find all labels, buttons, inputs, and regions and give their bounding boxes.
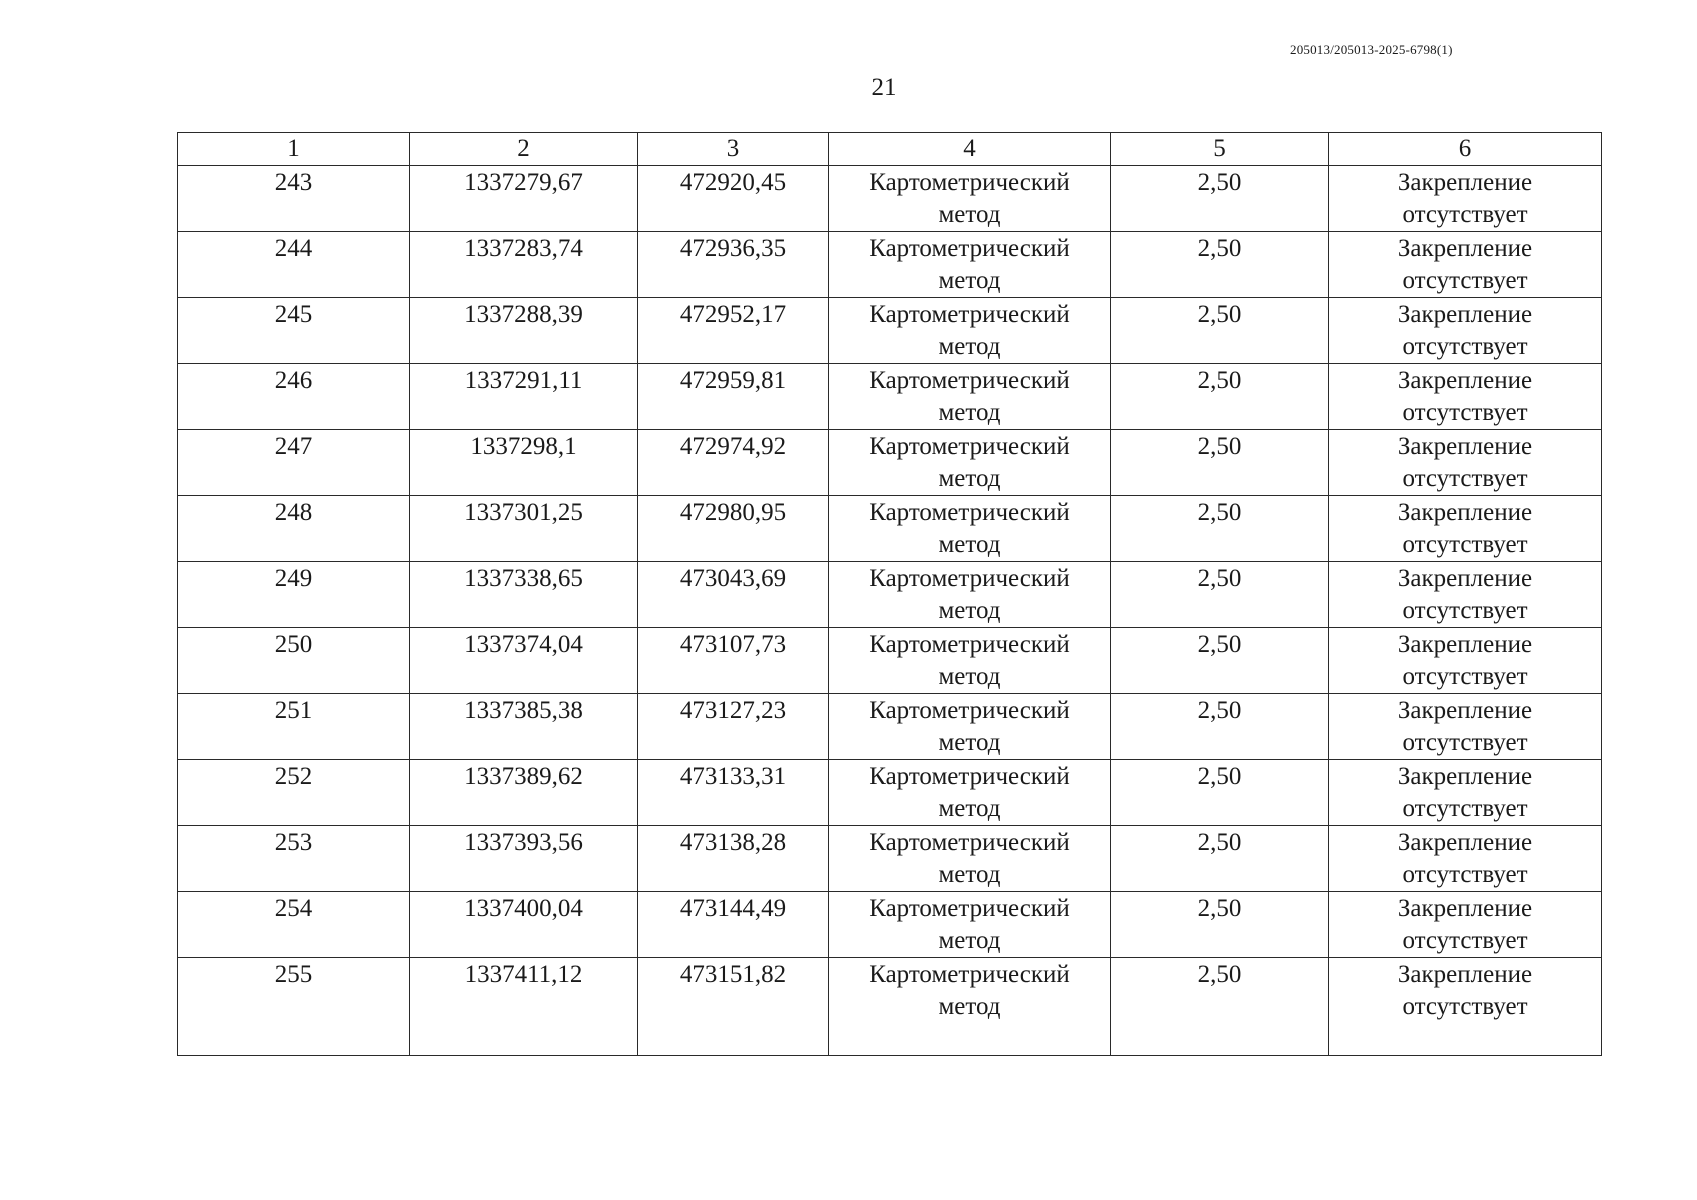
fixing-cell <box>1329 430 1602 496</box>
point-number-cell <box>178 958 410 1056</box>
accuracy-cell <box>1111 166 1329 232</box>
fixing-cell-text: Закрепление <box>1397 763 1533 790</box>
method-cell <box>829 298 1111 364</box>
fixing-cell-text: отсутствует <box>1402 597 1528 624</box>
x-coordinate-cell <box>410 958 638 1056</box>
coordinates-table <box>177 132 1602 1056</box>
x-coordinate-cell-text: 1337298,1 <box>470 433 577 460</box>
point-number-cell <box>178 430 410 496</box>
method-cell <box>829 496 1111 562</box>
accuracy-cell <box>1111 958 1329 1056</box>
fixing-cell <box>1329 760 1602 826</box>
accuracy-cell-text: 2,50 <box>1197 499 1242 526</box>
point-number-cell-text: 254 <box>274 895 313 922</box>
method-cell <box>829 826 1111 892</box>
fixing-cell <box>1329 892 1602 958</box>
fixing-cell-text: отсутствует <box>1402 267 1528 294</box>
fixing-cell-text: Закрепление <box>1397 895 1533 922</box>
y-coordinate-cell-text: 473043,69 <box>679 565 787 592</box>
table-row <box>178 694 1602 760</box>
method-cell-text: Картометрический <box>869 895 1070 922</box>
fixing-cell-text: отсутствует <box>1402 399 1528 426</box>
point-number-cell <box>178 760 410 826</box>
accuracy-cell-text: 2,50 <box>1197 565 1242 592</box>
point-number-cell <box>178 496 410 562</box>
method-cell-text: метод <box>938 267 1001 294</box>
fixing-cell <box>1329 298 1602 364</box>
accuracy-cell-text: 2,50 <box>1197 367 1242 394</box>
accuracy-cell <box>1111 562 1329 628</box>
y-coordinate-cell <box>638 892 829 958</box>
table-row <box>178 232 1602 298</box>
table-row <box>178 826 1602 892</box>
y-coordinate-cell-text: 472920,45 <box>679 169 787 196</box>
method-cell-text: Картометрический <box>869 499 1070 526</box>
header-col-4: 4 <box>829 133 1111 166</box>
x-coordinate-cell-text: 1337291,11 <box>464 367 583 394</box>
y-coordinate-cell <box>638 496 829 562</box>
method-cell <box>829 694 1111 760</box>
method-cell-text: метод <box>938 927 1001 954</box>
point-number-cell <box>178 892 410 958</box>
method-cell-text: Картометрический <box>869 697 1070 724</box>
method-cell-text: Картометрический <box>869 235 1070 262</box>
accuracy-cell <box>1111 298 1329 364</box>
y-coordinate-cell <box>638 430 829 496</box>
y-coordinate-cell <box>638 562 829 628</box>
y-coordinate-cell-text: 472959,81 <box>679 367 787 394</box>
table-header <box>178 133 1602 166</box>
point-number-cell <box>178 298 410 364</box>
method-cell-text: Картометрический <box>869 829 1070 856</box>
x-coordinate-cell-text: 1337411,12 <box>464 961 583 988</box>
header-col-1: 1 <box>178 133 410 166</box>
table-row <box>178 430 1602 496</box>
method-cell <box>829 628 1111 694</box>
document-id: 205013/205013-2025-6798(1) <box>1290 42 1453 57</box>
table-row <box>178 364 1602 430</box>
fixing-cell <box>1329 232 1602 298</box>
x-coordinate-cell <box>410 562 638 628</box>
table-row <box>178 958 1602 1056</box>
method-cell-text: Картометрический <box>869 169 1070 196</box>
accuracy-cell-text: 2,50 <box>1197 301 1242 328</box>
accuracy-cell <box>1111 628 1329 694</box>
table-body <box>178 166 1602 1056</box>
method-cell-text: Картометрический <box>869 301 1070 328</box>
method-cell <box>829 430 1111 496</box>
fixing-cell-text: отсутствует <box>1402 201 1528 228</box>
point-number-cell <box>178 826 410 892</box>
point-number-cell <box>178 694 410 760</box>
fixing-cell-text: Закрепление <box>1397 829 1533 856</box>
y-coordinate-cell <box>638 232 829 298</box>
y-coordinate-cell <box>638 628 829 694</box>
method-cell <box>829 166 1111 232</box>
point-number-cell-text: 245 <box>274 301 313 328</box>
method-cell <box>829 760 1111 826</box>
x-coordinate-cell <box>410 628 638 694</box>
method-cell-text: метод <box>938 597 1001 624</box>
table-row <box>178 496 1602 562</box>
header-col-5: 5 <box>1111 133 1329 166</box>
point-number-cell-text: 253 <box>274 829 313 856</box>
y-coordinate-cell-text: 473127,23 <box>679 697 787 724</box>
x-coordinate-cell-text: 1337283,74 <box>464 235 583 262</box>
point-number-cell-text: 247 <box>274 433 313 460</box>
x-coordinate-cell-text: 1337374,04 <box>464 631 583 658</box>
accuracy-cell-text: 2,50 <box>1197 763 1242 790</box>
accuracy-cell-text: 2,50 <box>1197 697 1242 724</box>
header-row <box>178 133 1602 166</box>
fixing-cell-text: Закрепление <box>1397 565 1533 592</box>
x-coordinate-cell-text: 1337301,25 <box>464 499 583 526</box>
y-coordinate-cell <box>638 298 829 364</box>
fixing-cell <box>1329 364 1602 430</box>
header-col-2: 2 <box>410 133 638 166</box>
point-number-cell <box>178 364 410 430</box>
x-coordinate-cell-text: 1337389,62 <box>464 763 583 790</box>
x-coordinate-cell-text: 1337279,67 <box>464 169 583 196</box>
fixing-cell <box>1329 628 1602 694</box>
table-row <box>178 298 1602 364</box>
fixing-cell-text: Закрепление <box>1397 499 1533 526</box>
table-row <box>178 562 1602 628</box>
x-coordinate-cell-text: 1337288,39 <box>464 301 583 328</box>
fixing-cell-text: Закрепление <box>1397 433 1533 460</box>
method-cell <box>829 958 1111 1056</box>
x-coordinate-cell <box>410 430 638 496</box>
table-row <box>178 892 1602 958</box>
accuracy-cell <box>1111 760 1329 826</box>
point-number-cell-text: 255 <box>274 961 313 988</box>
y-coordinate-cell <box>638 958 829 1056</box>
fixing-cell-text: Закрепление <box>1397 631 1533 658</box>
accuracy-cell <box>1111 364 1329 430</box>
y-coordinate-cell-text: 472980,95 <box>679 499 787 526</box>
method-cell-text: метод <box>938 663 1001 690</box>
method-cell-text: метод <box>938 531 1001 558</box>
x-coordinate-cell <box>410 364 638 430</box>
accuracy-cell <box>1111 430 1329 496</box>
y-coordinate-cell-text: 472952,17 <box>679 301 787 328</box>
table-row <box>178 628 1602 694</box>
point-number-cell-text: 248 <box>274 499 313 526</box>
y-coordinate-cell <box>638 760 829 826</box>
method-cell-text: метод <box>938 333 1001 360</box>
point-number-cell-text: 251 <box>274 697 313 724</box>
y-coordinate-cell-text: 472974,92 <box>679 433 787 460</box>
point-number-cell-text: 243 <box>274 169 313 196</box>
fixing-cell-text: Закрепление <box>1397 235 1533 262</box>
method-cell-text: Картометрический <box>869 631 1070 658</box>
x-coordinate-cell <box>410 826 638 892</box>
x-coordinate-cell <box>410 166 638 232</box>
fixing-cell <box>1329 562 1602 628</box>
accuracy-cell <box>1111 232 1329 298</box>
fixing-cell <box>1329 958 1602 1056</box>
header-col-3: 3 <box>638 133 829 166</box>
method-cell-text: Картометрический <box>869 433 1070 460</box>
y-coordinate-cell <box>638 166 829 232</box>
fixing-cell-text: отсутствует <box>1402 927 1528 954</box>
method-cell-text: Картометрический <box>869 763 1070 790</box>
method-cell-text: метод <box>938 795 1001 822</box>
x-coordinate-cell <box>410 892 638 958</box>
point-number-cell <box>178 562 410 628</box>
point-number-cell <box>178 628 410 694</box>
method-cell-text: метод <box>938 861 1001 888</box>
method-cell-text: метод <box>938 201 1001 228</box>
point-number-cell-text: 249 <box>274 565 313 592</box>
method-cell-text: Картометрический <box>869 367 1070 394</box>
header-col-6: 6 <box>1329 133 1602 166</box>
y-coordinate-cell <box>638 364 829 430</box>
point-number-cell-text: 250 <box>274 631 313 658</box>
point-number-cell <box>178 232 410 298</box>
point-number-cell <box>178 166 410 232</box>
y-coordinate-cell-text: 473107,73 <box>679 631 787 658</box>
fixing-cell-text: отсутствует <box>1402 465 1528 492</box>
fixing-cell-text: отсутствует <box>1402 993 1528 1020</box>
fixing-cell <box>1329 496 1602 562</box>
x-coordinate-cell <box>410 694 638 760</box>
fixing-cell-text: Закрепление <box>1397 961 1533 988</box>
accuracy-cell <box>1111 826 1329 892</box>
fixing-cell-text: отсутствует <box>1402 861 1528 888</box>
point-number-cell-text: 252 <box>274 763 313 790</box>
fixing-cell-text: Закрепление <box>1397 367 1533 394</box>
accuracy-cell-text: 2,50 <box>1197 829 1242 856</box>
method-cell <box>829 562 1111 628</box>
method-cell <box>829 232 1111 298</box>
method-cell-text: метод <box>938 729 1001 756</box>
accuracy-cell-text: 2,50 <box>1197 433 1242 460</box>
x-coordinate-cell <box>410 232 638 298</box>
accuracy-cell-text: 2,50 <box>1197 631 1242 658</box>
fixing-cell-text: отсутствует <box>1402 795 1528 822</box>
accuracy-cell-text: 2,50 <box>1197 235 1242 262</box>
y-coordinate-cell-text: 473138,28 <box>679 829 787 856</box>
accuracy-cell-text: 2,50 <box>1197 961 1242 988</box>
fixing-cell-text: Закрепление <box>1397 169 1533 196</box>
y-coordinate-cell-text: 472936,35 <box>679 235 787 262</box>
table-row <box>178 760 1602 826</box>
x-coordinate-cell <box>410 298 638 364</box>
table-row <box>178 166 1602 232</box>
point-number-cell-text: 244 <box>274 235 313 262</box>
method-cell-text: метод <box>938 993 1001 1020</box>
accuracy-cell <box>1111 694 1329 760</box>
y-coordinate-cell-text: 473133,31 <box>679 763 787 790</box>
y-coordinate-cell <box>638 694 829 760</box>
y-coordinate-cell <box>638 826 829 892</box>
fixing-cell-text: отсутствует <box>1402 531 1528 558</box>
method-cell <box>829 364 1111 430</box>
method-cell-text: Картометрический <box>869 565 1070 592</box>
accuracy-cell-text: 2,50 <box>1197 169 1242 196</box>
x-coordinate-cell-text: 1337385,38 <box>464 697 583 724</box>
method-cell-text: метод <box>938 399 1001 426</box>
accuracy-cell <box>1111 892 1329 958</box>
fixing-cell-text: отсутствует <box>1402 663 1528 690</box>
fixing-cell-text: отсутствует <box>1402 729 1528 756</box>
accuracy-cell <box>1111 496 1329 562</box>
y-coordinate-cell-text: 473151,82 <box>679 961 787 988</box>
y-coordinate-cell-text: 473144,49 <box>679 895 787 922</box>
fixing-cell <box>1329 166 1602 232</box>
accuracy-cell-text: 2,50 <box>1197 895 1242 922</box>
point-number-cell-text: 246 <box>274 367 313 394</box>
page-number: 21 <box>871 74 897 101</box>
method-cell-text: Картометрический <box>869 961 1070 988</box>
x-coordinate-cell <box>410 760 638 826</box>
fixing-cell <box>1329 826 1602 892</box>
fixing-cell-text: Закрепление <box>1397 301 1533 328</box>
fixing-cell-text: Закрепление <box>1397 697 1533 724</box>
fixing-cell-text: отсутствует <box>1402 333 1528 360</box>
fixing-cell <box>1329 694 1602 760</box>
method-cell <box>829 892 1111 958</box>
x-coordinate-cell-text: 1337393,56 <box>464 829 583 856</box>
x-coordinate-cell-text: 1337400,04 <box>464 895 583 922</box>
x-coordinate-cell-text: 1337338,65 <box>464 565 583 592</box>
method-cell-text: метод <box>938 465 1001 492</box>
x-coordinate-cell <box>410 496 638 562</box>
